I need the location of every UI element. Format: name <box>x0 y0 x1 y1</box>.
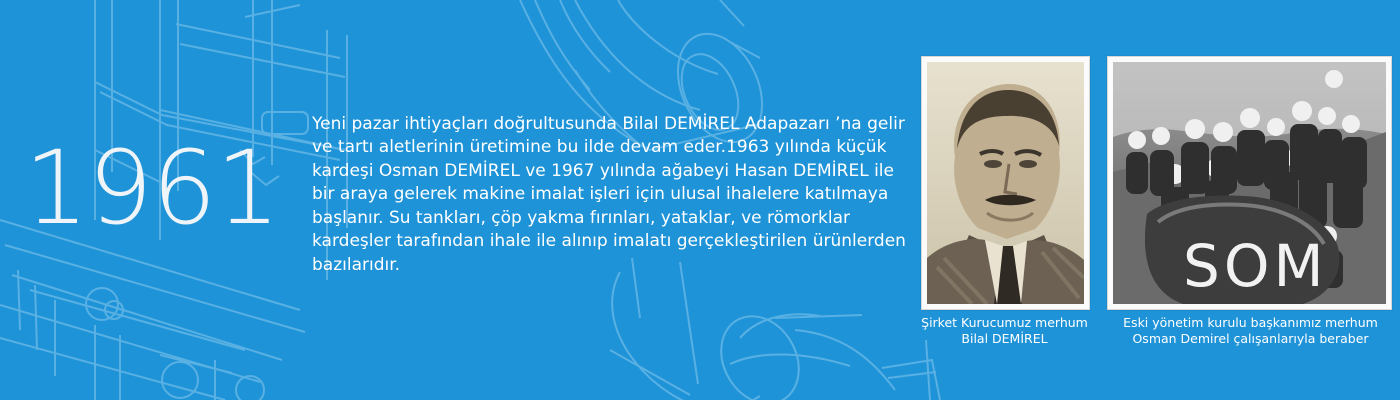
founder-caption: Şirket Kurucumuz merhum Bilal DEMİREL <box>921 315 1088 346</box>
employees-caption: Eski yönetim kurulu başkanımız merhum Osman Demirel çalışanlarıyla beraber <box>1123 315 1378 346</box>
incinerator-drawing <box>610 258 895 400</box>
year-title: 1961 <box>24 129 280 248</box>
employees-group-image <box>1113 62 1386 304</box>
history-description: Yeni pazar ihtiyaçları doğrultusunda Bilal DEMİREL Adapazarı ’na gelir ve tartı aletlerinin üretimine bu ilde devam eder.1963 yılında küçük kardeşi Osman DEMİREL ve 1967 yılında ağabeyi Hasan DEMİREL ile bir araya gelerek makine imalat işleri için ulusal ihalelere katılmaya başlanır. Su tankları, çöp yakma fırınları, yataklar, ve römorklar kardeşler tarafından ihale ile alınıp imalatı gerçekleştirilen ürünlerden bazılarıdır. <box>312 114 906 275</box>
employees-photo-frame <box>1107 56 1392 310</box>
founder-photo-frame <box>921 56 1090 310</box>
tank-writing: SOM <box>1183 232 1328 300</box>
right-base-drawing <box>882 340 940 400</box>
founder-portrait-image <box>927 62 1084 304</box>
